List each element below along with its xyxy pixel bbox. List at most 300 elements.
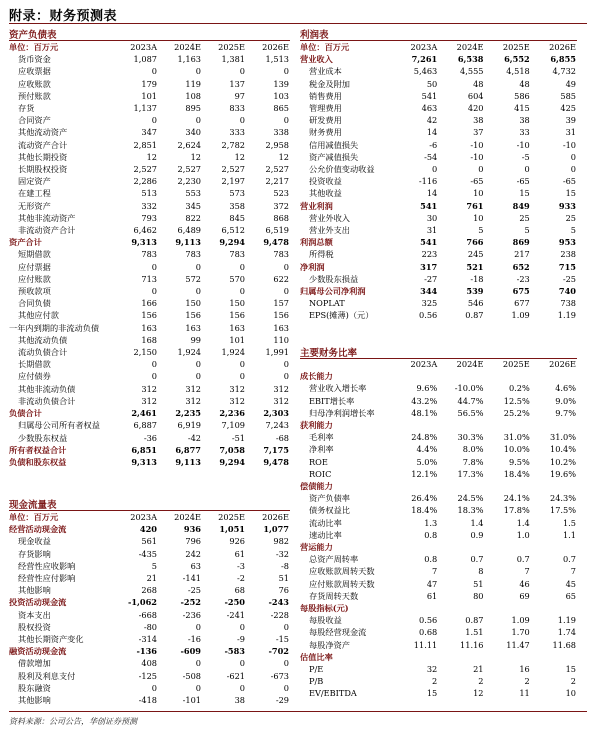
table-row [9,596,290,608]
cell-value: 0.87 [465,310,484,321]
table-row [9,200,290,212]
cell-value: 32 [426,664,438,675]
row-label: 其他流动资产 [18,127,68,138]
cell-value: 420 [467,103,484,114]
cell-value: 7,058 [219,444,245,455]
row-label: 利润总额 [300,237,333,248]
cell-empty [485,651,531,663]
ratios-title: 主要财务比率 [300,348,358,359]
cell-value: 868 [273,212,289,223]
row-label: 每股经营现金流 [309,627,367,638]
cell-value: 242 [185,548,201,559]
ratios-table [300,358,577,700]
row-label: 归属母公司净利润 [300,286,366,297]
table-row [9,65,290,77]
cell-value: -42 [187,432,201,443]
cell-value: 1,137 [133,103,157,114]
cell-value: 312 [273,383,289,394]
table-row [300,187,577,199]
income-statement-table [300,41,577,322]
row-label: 应付账款 [18,273,51,284]
cell-value: -51 [231,432,245,443]
cell-value: -68 [275,432,289,443]
cell-empty [392,419,438,431]
cell-value: 31.0% [503,432,530,443]
row-label: 营业外收入 [309,212,350,223]
cell-value: 713 [141,273,157,284]
cell-value: 1.70 [511,627,530,638]
cell-value: 61 [426,590,438,601]
cell-value: 312 [229,383,245,394]
table-row [300,102,577,114]
row-label: 存货 [18,103,35,114]
row-label: 存货影响 [18,548,51,559]
cell-value: 0.8 [424,554,438,565]
cell-value: -65 [562,176,576,187]
cell-value: 4,555 [460,66,484,77]
cell-value: 572 [185,273,201,284]
cell-value: 2,236 [219,408,245,419]
cell-value: -16 [187,634,201,645]
cell-value: -25 [562,273,576,284]
cell-value: 865 [273,103,289,114]
cell-value: 268 [141,585,157,596]
cell-value: -116 [418,176,438,187]
cell-value: -609 [180,646,201,657]
row-label: 营业收入增长率 [309,383,367,394]
cell-value: 14 [426,188,438,199]
cell-value: 0 [151,261,157,272]
cell-value: 6,462 [133,225,157,236]
row-label: 资产减值损失 [309,151,359,162]
cell-value: 312 [141,383,157,394]
cell-value: 8.0% [462,444,484,455]
cell-value: 926 [229,536,245,547]
cell-value: 5 [570,225,576,236]
table-row [9,126,290,138]
table-row [300,480,577,492]
cell-value: 0.56 [419,615,438,626]
cell-value: -65 [470,176,484,187]
row-label: 少数股东损益 [309,273,359,284]
row-label: 预收款项 [18,286,51,297]
table-row [9,572,290,584]
table-row [300,200,577,212]
cell-value: 1.4 [516,517,530,528]
cell-value: 156 [273,310,289,321]
cell-value: -702 [268,646,289,657]
cell-value: 425 [560,103,576,114]
cell-value: 12 [473,688,484,699]
table-row [9,621,290,633]
cell-value: 2 [570,676,576,687]
cell-value: 163 [229,322,245,333]
row-label: 资产负债率 [309,493,350,504]
source-note: 资料来源：公司公告，华创证券预测 [9,717,137,726]
year-header: 2024E [174,42,201,52]
cell-value: 4.4% [416,444,438,455]
cell-value: 49 [565,78,576,89]
row-label: 经营性应付影响 [18,573,76,584]
cell-value: 9.7% [555,407,576,418]
cell-value: -418 [138,695,157,706]
row-label: 其他影响 [18,585,51,596]
unit-label: 单位：百万元 [300,42,350,52]
cell-value: 12.5% [503,395,530,406]
cell-empty [485,370,531,382]
year-header: 2023A [410,42,438,52]
cell-value: 2,624 [177,139,201,150]
cell-value: 24.8% [411,432,438,443]
table-row [9,334,290,346]
cell-value: -10 [562,139,576,150]
cell-value: 0 [239,359,245,370]
cell-empty [531,602,577,614]
row-label: 归母净利润增长率 [309,407,375,418]
header-blank [300,358,392,370]
cell-empty [485,419,531,431]
cell-empty [531,480,577,492]
cell-value: 7 [524,566,530,577]
cell-value: 415 [514,103,530,114]
cell-value: 6,877 [175,444,201,455]
row-label: 应收账款 [18,78,51,89]
year-header: 2024E [456,359,484,369]
cell-value: 2,235 [175,408,201,419]
table-row [9,322,290,334]
cell-value: 0 [151,359,157,370]
cell-value: 10.2% [549,456,576,467]
cell-value: 6,919 [177,420,201,431]
cell-value: 50 [426,78,438,89]
row-label: 存货周转天数 [309,590,359,601]
cell-value: -435 [138,548,157,559]
table-row [300,114,577,126]
table-row [300,504,577,516]
title-rule [9,23,587,24]
year-header: 2023A [410,359,438,369]
balance-sheet-table [9,41,290,468]
cell-value: 9.5% [508,456,530,467]
cell-value: 2,286 [133,176,157,187]
cell-value: 10 [473,188,484,199]
cell-value: 30.3% [457,432,484,443]
cell-value: -10 [516,139,530,150]
row-label: 短期借款 [18,249,51,260]
cell-value: 8 [478,566,484,577]
cell-value: 38 [519,115,530,126]
row-label: 应付账款周转天数 [309,578,375,589]
cell-value: 4,518 [506,66,530,77]
cell-value: 822 [185,212,201,223]
cell-value: 936 [183,524,201,535]
cell-value: 9,313 [131,237,157,248]
table-row [300,578,577,590]
row-label: 所得税 [309,249,334,260]
cell-value: 312 [185,395,201,406]
cell-value: 1.5 [562,517,576,528]
cell-value: 139 [273,78,289,89]
cell-value: -3 [237,560,245,571]
cell-value: 38 [473,115,484,126]
table-row [300,517,577,529]
cell-value: 0.7 [470,554,484,565]
cell-value: 793 [141,212,157,223]
cell-value: 675 [512,286,530,297]
table-row [9,456,290,468]
row-label: 营业收入 [300,54,333,65]
table-row [300,614,577,626]
cell-value: -27 [424,273,438,284]
row-label: 速动比率 [309,529,342,540]
cell-value: 245 [467,249,484,260]
cell-value: -136 [136,646,157,657]
cell-value: 110 [273,334,289,345]
table-row [9,261,290,273]
cell-value: 99 [190,334,201,345]
cell-value: 157 [273,298,289,309]
cell-value: -10 [470,151,484,162]
year-header: 2026E [262,512,289,522]
cell-value: -252 [180,597,201,608]
cell-value: 37 [473,127,484,138]
cell-value: 156 [185,310,201,321]
row-label: 固定资产 [18,176,51,187]
cell-value: 0 [283,261,289,272]
row-label: 股东融资 [18,682,51,693]
row-label: 合同负债 [18,298,51,309]
cell-value: 25 [565,212,576,223]
row-label: 成长能力 [300,371,333,382]
cell-value: 317 [420,261,438,272]
cell-value: 869 [512,237,530,248]
row-label: 其他收益 [309,188,342,199]
unit-label: 单位：百万元 [9,512,59,522]
row-label: 其他流动负债 [18,334,68,345]
cell-value: 0 [283,371,289,382]
cell-value: 546 [467,298,484,309]
cell-value: 1.4 [470,517,484,528]
cell-value: 521 [466,261,484,272]
cell-value: 347 [141,127,157,138]
cell-value: 47 [426,578,438,589]
table-row [300,492,577,504]
row-label: 其他应付款 [18,310,59,321]
row-label: 营业外支出 [309,225,350,236]
cell-value: 39 [565,115,576,126]
row-label: 流动比率 [309,517,342,528]
cell-empty [438,602,484,614]
cell-value: 833 [229,103,245,114]
year-header: 2026E [549,359,576,369]
cell-value: 325 [421,298,438,309]
cell-value: 0 [195,286,201,297]
cell-empty [485,541,531,553]
cell-value: 2 [524,676,530,687]
cell-value: 1.19 [557,615,576,626]
row-label: 研发费用 [309,115,342,126]
table-row [300,212,577,224]
table-row [300,529,577,541]
cell-value: 895 [185,103,201,114]
cell-value: 1.09 [511,615,530,626]
year-header: 2024E [456,42,484,52]
cell-value: 0 [195,261,201,272]
cell-value: 31 [565,127,576,138]
row-label: 资产合计 [9,237,42,248]
cell-value: 0 [239,682,245,693]
cell-value: 539 [466,286,484,297]
cell-value: 463 [421,103,438,114]
cell-value: -9 [237,634,245,645]
table-row [9,224,290,236]
cell-value: 0 [239,658,245,669]
table-row [300,541,577,553]
cell-value: 101 [229,334,245,345]
row-label: 应收账款周转天数 [309,566,375,577]
table-row [300,285,577,297]
table-row [300,65,577,77]
table-row [9,419,290,431]
cell-value: 0 [283,286,289,297]
cell-value: -25 [187,585,201,596]
table-row [300,590,577,602]
cell-value: 2 [478,676,484,687]
cell-value: 9,478 [263,456,289,467]
cell-empty [438,651,484,663]
table-row [300,236,577,248]
cell-value: 0 [195,621,201,632]
table-row [9,560,290,572]
cell-value: 0 [524,164,530,175]
cell-value: 0.56 [419,310,438,321]
cell-value: 561 [141,536,157,547]
cell-value: 15 [565,664,576,675]
cell-value: 168 [141,334,157,345]
row-label: 融资活动现金流 [9,646,67,657]
cash-flow-table [9,511,290,706]
cell-value: 65 [565,590,576,601]
row-label: 货币资金 [18,54,51,65]
row-label: 净利润 [300,261,325,272]
table-row [300,309,577,321]
cell-value: 0.68 [419,627,438,638]
cell-value: 43.2% [411,395,438,406]
cell-empty [392,651,438,663]
cell-value: 953 [558,237,576,248]
cell-value: 312 [185,383,201,394]
cell-value: 0 [151,115,157,126]
cell-value: 51 [278,573,289,584]
cell-value: 0.9 [470,529,484,540]
cell-value: 46 [519,578,530,589]
row-label: 所有者权益合计 [9,444,67,455]
row-label: 其他非流动负债 [18,383,76,394]
row-label: 投资收益 [309,176,342,187]
cell-value: 0 [195,682,201,693]
cell-value: 783 [185,249,201,260]
cell-value: 604 [467,90,484,101]
cell-value: 6,851 [131,444,157,455]
income-statement-title: 利润表 [300,30,329,41]
row-label: 经营活动现金流 [9,524,67,535]
cell-value: 0 [570,164,576,175]
cell-value: 1,924 [177,347,201,358]
cell-value: 38 [234,695,245,706]
table-row [9,248,290,260]
cell-value: 333 [229,127,245,138]
row-label: 每股收益 [309,615,342,626]
cell-empty [485,602,531,614]
table-row [9,175,290,187]
cell-value: 18.4% [411,505,438,516]
cell-value: -508 [182,670,201,681]
cell-value: 0 [195,359,201,370]
cell-value: 0.87 [465,615,484,626]
cell-value: 541 [420,237,438,248]
row-label: 少数股东权益 [18,432,68,443]
cell-value: 6,489 [177,225,201,236]
table-row [9,645,290,657]
cell-value: 408 [141,658,157,669]
row-label: 毛利率 [309,432,334,443]
cell-value: 0 [195,371,201,382]
cell-value: 42 [426,115,438,126]
table-row [300,261,577,273]
cell-value: 573 [229,188,245,199]
cell-value: -15 [275,634,289,645]
cell-value: -673 [270,670,289,681]
table-row [300,90,577,102]
table-row [300,663,577,675]
cell-value: 0 [151,682,157,693]
cell-value: 17.3% [457,468,484,479]
row-label: 应付债券 [18,371,51,382]
cell-value: 14 [426,127,438,138]
table-row [9,670,290,682]
table-row [9,657,290,669]
row-label: EBIT增长率 [309,395,355,406]
table-row [9,273,290,285]
row-label: 其他影响 [18,695,51,706]
cell-value: 2,150 [133,347,157,358]
cell-value: 344 [420,286,438,297]
row-label: 流动负债合计 [18,347,68,358]
cell-empty [531,370,577,382]
cell-value: 25 [519,212,530,223]
cell-value: 0 [239,621,245,632]
cash-flow-title: 现金流量表 [9,500,57,511]
cell-empty [392,370,438,382]
table-row [300,273,577,285]
cell-value: 553 [185,188,201,199]
cell-value: 44.7% [457,395,484,406]
cell-value: -32 [275,548,289,559]
row-label: 其他非流动资产 [18,212,76,223]
row-label: 公允价值变动收益 [309,164,375,175]
cell-value: 312 [273,395,289,406]
cell-value: 80 [473,590,484,601]
header-row [300,358,577,370]
cell-value: 1,991 [265,347,289,358]
cell-value: 0 [239,66,245,77]
table-row [300,126,577,138]
row-label: 负债和股东权益 [9,456,67,467]
row-label: 非流动资产合计 [18,225,76,236]
table-row [300,395,577,407]
cell-value: 7,243 [265,420,289,431]
cell-value: 766 [466,237,484,248]
